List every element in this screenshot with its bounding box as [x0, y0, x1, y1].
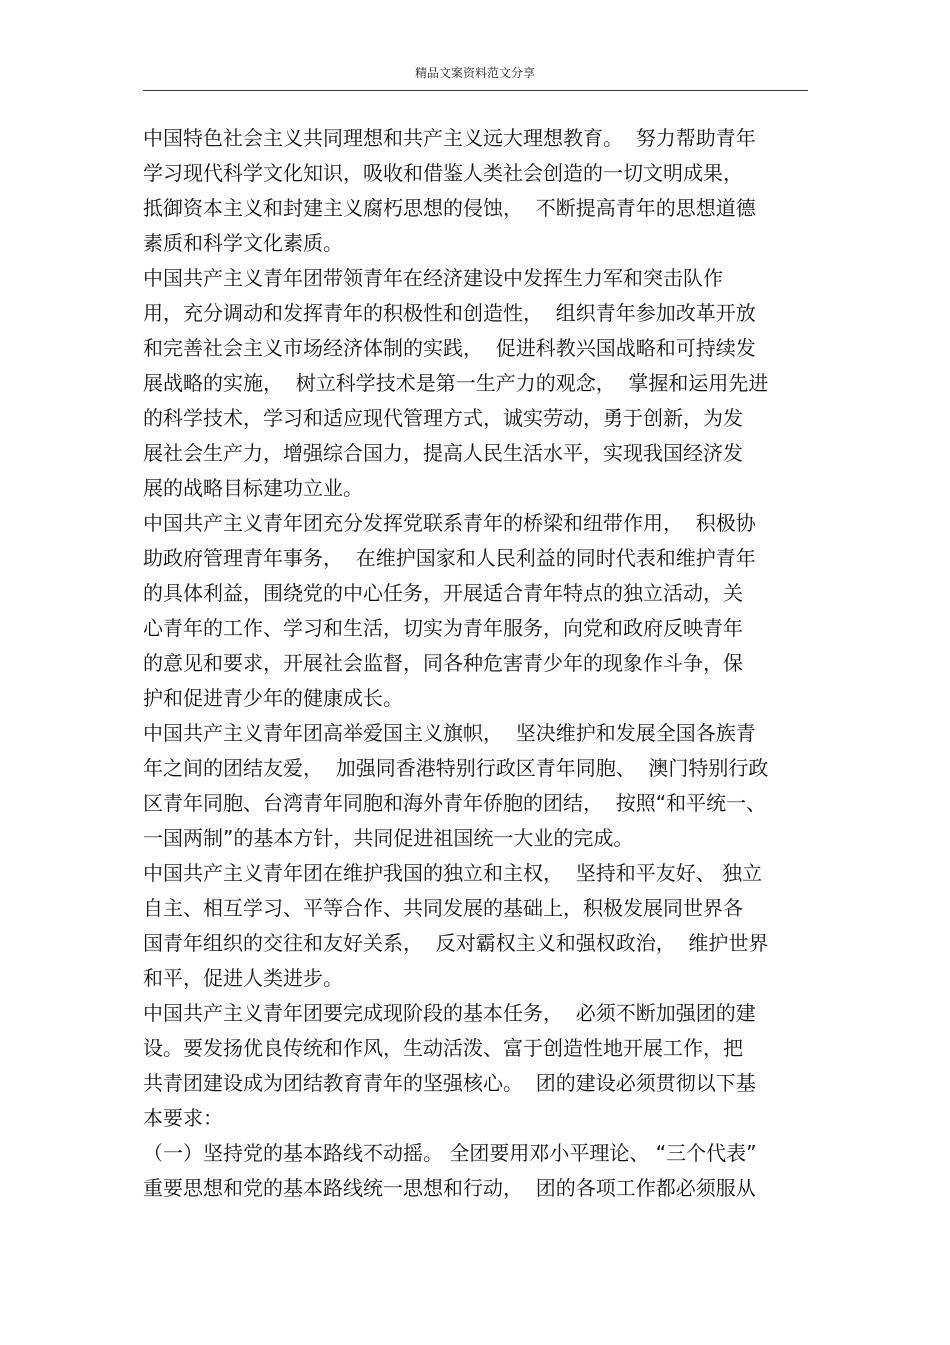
text-line: 中国共产主义青年团高举爱国主义旗帜， 坚决维护和发展全国各族青: [143, 721, 756, 745]
text-line: 展的战略目标建功立业。: [143, 476, 363, 500]
text-line: 学习现代科学文化知识，吸收和借鉴人类社会创造的一切文明成果，: [143, 161, 743, 185]
text-line: 展社会生产力，增强综合国力，提高人民生活水平，实现我国经济发: [143, 441, 743, 465]
text-line: 和平，促进人类进步。: [143, 966, 343, 990]
text-line: 年之间的团结友爱， 加强同香港特别行政区青年同胞、 澳门特别行政: [143, 756, 769, 780]
text-line: 素质和科学文化素质。: [143, 231, 343, 255]
text-line: 本要求：: [143, 1106, 223, 1130]
text-line: 重要思想和党的基本路线统一思想和行动， 团的各项工作都必须服从: [143, 1176, 756, 1200]
text-line: 国青年组织的交往和友好关系， 反对霸权主义和强权政治， 维护世界: [143, 931, 769, 955]
text-line: 一国两制”的基本方针，共同促进祖国统一大业的完成。: [143, 826, 634, 850]
text-line: 心青年的工作、学习和生活，切实为青年服务，向党和政府反映青年: [143, 616, 743, 640]
text-line: 抵御资本主义和封建主义腐朽思想的侵蚀， 不断提高青年的思想道德: [143, 196, 756, 220]
text-line: 中国共产主义青年团要完成现阶段的基本任务， 必须不断加强团的建: [143, 1001, 756, 1025]
text-line: 用，充分调动和发挥青年的积极性和创造性， 组织青年参加改革开放: [143, 301, 756, 325]
text-line: 中国共产主义青年团在维护我国的独立和主权， 坚持和平友好、 独立: [143, 861, 763, 885]
text-line: 区青年同胞、台湾青年同胞和海外青年侨胞的团结， 按照“和平统一、: [143, 791, 767, 815]
text-line: （一）坚持党的基本路线不动摇。 全团要用邓小平理论、 “三个代表”: [143, 1141, 757, 1165]
text-line: 共青团建设成为团结教育青年的坚强核心。 团的建设必须贯彻以下基: [143, 1071, 756, 1095]
text-line: 助政府管理青年事务， 在维护国家和人民利益的同时代表和维护青年: [143, 546, 756, 570]
page-header-title: 精品文案资料范文分享: [414, 66, 535, 80]
text-line: 的科学技术，学习和适应现代管理方式，诚实劳动，勇于创新，为发: [143, 406, 743, 430]
text-line: 展战略的实施， 树立科学技术是第一生产力的观念， 掌握和运用先进: [143, 371, 769, 395]
text-line: 设。要发扬优良传统和作风，生动活泼、富于创造性地开展工作，把: [143, 1036, 743, 1060]
header-divider: [143, 90, 808, 91]
text-line: 自主、相互学习、平等合作、共同发展的基础上，积极发展同世界各: [143, 896, 743, 920]
text-line: 中国特色社会主义共同理想和共产主义远大理想教育。 努力帮助青年: [143, 126, 756, 150]
text-line: 的具体利益，围绕党的中心任务，开展适合青年特点的独立活动，关: [143, 581, 743, 605]
text-line: 护和促进青少年的健康成长。: [143, 686, 403, 710]
text-line: 中国共产主义青年团充分发挥党联系青年的桥梁和纽带作用， 积极协: [143, 511, 756, 535]
document-body: [143, 121, 823, 1206]
text-line: 的意见和要求，开展社会监督，同各种危害青少年的现象作斗争，保: [143, 651, 743, 675]
text-line: 中国共产主义青年团带领青年在经济建设中发挥生力军和突击队作: [143, 266, 723, 290]
text-line: 和完善社会主义市场经济体制的实践， 促进科教兴国战略和可持续发: [143, 336, 756, 360]
